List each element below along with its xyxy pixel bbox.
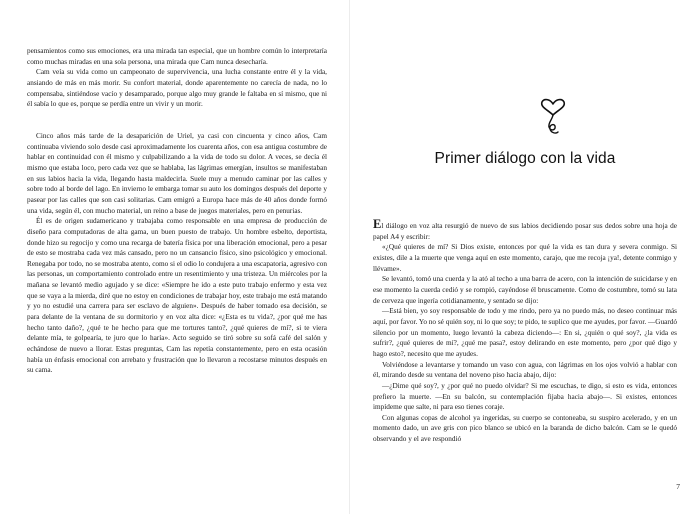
- heart-swirl-icon: [536, 98, 570, 136]
- paragraph: Él es de origen sudamericano y trabajaba como responsable en una empresa de producción de diseño para computadoras de alta gama, un buen puesto de trabajo. Un hombre esbelto, deportista, donde hizo su regocijo y como una recarga de batería física por una liberación emocional, pero a pesar de esto se mostraba cada vez más cansado, pero no un cansancio físico, sino psicológico y emocional. Renegaba por todo, no se mostraba atento, como si el odio lo condujera a una escapatoria, agresivo con las personas, un comportamiento controlado entre un resentimiento y una tristeza. Un miércoles por la mañana se levantó medio agujado y se dice: «Siempre he ido a este puto trabajo enfermo y esta vez que se vaya a la mierda, diré que no estoy en condiciones de trabajar hoy, este trabajo me está matando y yo no estudié una carrera para ser esclavo de alguien». Después de haber tomado esa decisión, se para delante de la ventana de su dormitorio y en voz alta dice: «¿Esta es tu vida?, ¿por qué me has hecho tanto daño?, ¿qué te he hecho para que me tortures tanto?, ¿qué quieres de mí?, si te viera delante mía, te golpearía, te juro que lo haría». Acto seguido se tiró sobre su sofá café del salón y echándose de nuevo a llorar. Estas preguntas, Cam las repetía constantemente, pero en esta ocasión había un énfasis emocional con arrebato y frustración que lo llevaron a recostarse minutos después en su cama.: [27, 217, 327, 375]
- opening-text: l diálogo en voz alta resurgió de nuevo de sus labios decidiendo posar sus dedos sobre una hoja de papel A4 y escribir:: [373, 222, 677, 241]
- section-gap: [27, 110, 327, 131]
- paragraph: Cam veía su vida como un campeonato de supervivencia, una lucha constante entre él y la vida, ansiando de más en más morir. Su confort material, donde aparentemente no carecía de nada, no lo compensaba, sintiéndose vacío y desamparado, porque algo muy grande le faltaba en sí mismo, que ni él sabía lo que es, porque se perdía entre un vivir y un morir.: [27, 68, 327, 109]
- paragraph: «¿Qué quieres de mí? Si Dios existe, entonces por qué la vida es tan dura y severa conmigo. Si existes, dile a la muerte que venga aquí en este momento, carajo, que me recoja ¡ya!, detente conmigo y llévame».: [373, 243, 677, 273]
- paragraph: Cinco años más tarde de la desaparición de Uriel, ya casi con cincuenta y cinco años, Cam continuaba viviendo solo desde casi aproximadamente los cuarenta años, con esa antigua costumbre de hablar en continuidad con él mismo y culpabilizando a la vida de todo su dolor. A veces, se decía él mismo que estaba loco, pero cada vez que se hablaba, las lágrimas emergían, insultos se manifestaban en sus labios hacia la vida, llegando hasta maldecirla. Suele muy a menudo caminar por las calles y sobre todo al borde del lago. En invierno le embarga tomar su auto los domingos después del deporte y pasear por las calles que son casi solitarias. Cam emigró a Europa hace más de 40 años donde formó una vida, según él, con mucho material, un reino a base de juegos materiales, pero en penurias.: [27, 131, 327, 215]
- chapter-title: Primer diálogo con la vida: [434, 150, 616, 167]
- paragraph: Con algunas copas de alcohol ya ingeridas, su cuerpo se contoneaba, su suspiro acelerado, y en un momento dado, un ave gris con pico blanco se ubicó en la baranda de dicho balcón. Cam se le quedó observando y el ave respondió: [373, 413, 677, 444]
- left-page-text: [27, 46, 327, 376]
- paragraph: —¿Dime qué soy?, y ¿por qué no puedo olvidar? Si me escuchas, te digo, si esto es vida, entonces prefiero la muerte. —En su balcón, su contemplación fijaba hacia abajo—. Si existes, entonces impídeme que salte, ni para eso tienes coraje.: [373, 381, 677, 412]
- opening-paragraph: [373, 217, 677, 242]
- paragraph: Volviéndose a levantarse y tomando un vaso con agua, con lágrimas en los ojos volvió a hablar con él, mirando desde su ventana del noveno piso hacia abajo, dijo:: [373, 360, 677, 380]
- paragraph: Se levantó, tomó una cuerda y la ató al techo a una barra de acero, con la intención de suicidarse y en ese momento la cuerda cedió y se rompió, cayéndose él bruscamente. Como de costumbre, tomó su lata de cerveza que ingería cotidianamente, y sentado se dijo:: [373, 275, 677, 305]
- drop-cap: E: [373, 217, 382, 231]
- page-number: 7: [676, 482, 680, 491]
- paragraph: pensamientos como sus emociones, era una mirada tan especial, que un hombre común lo interpretaría como muchas miradas en una sola persona, una mirada que Cam nunca desecharía.: [27, 47, 327, 66]
- paragraph: —Está bien, yo soy responsable de todo y me rindo, pero ya no puedo más, no deseo continuar más aquí, por favor. Yo no sé quién soy, ni lo que soy; te pido, te suplico que me ayudes, por favor. —Guardó silencio por un momento, luego levantó la cabeza diciendo—: En si, ¿quién o qué soy?, ¿la vida es sufrir?, ¿qué quieres de mí?, ¿qué me pasa?, estoy delirando en este momento, pero ¿por qué digo y hago esto?, necesito que me ayudes.: [373, 307, 677, 358]
- right-page-text: [373, 217, 677, 445]
